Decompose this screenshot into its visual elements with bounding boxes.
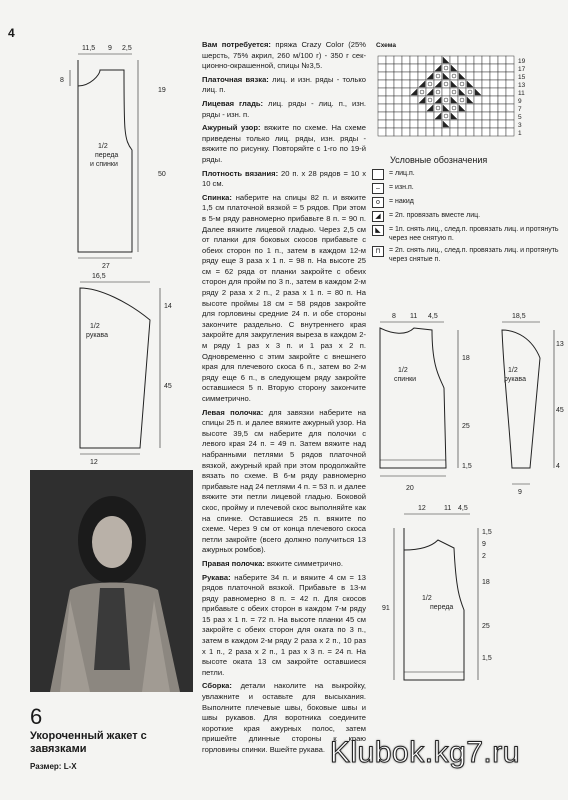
back-label-1: 1/2: [98, 143, 108, 150]
sleeve-right-diagram: [482, 308, 568, 498]
sright-label-2: рукава: [504, 376, 526, 383]
para-right-front: Правая полочка: вяжите симметрично.: [202, 558, 343, 568]
chart-cell: [490, 104, 498, 112]
chart-cell: [466, 88, 474, 96]
chart-cell: [458, 120, 466, 128]
front-dim-7: 18: [482, 579, 490, 586]
chart-cell: [426, 96, 434, 104]
sleeve-dim-4: 12: [90, 459, 98, 466]
front-dim-3: 4,5: [458, 505, 468, 512]
chart-cell: [490, 80, 498, 88]
chart-cell: [498, 88, 506, 96]
chart-cell: [450, 88, 458, 96]
chart-cell: [394, 72, 402, 80]
chart-cell: [402, 112, 410, 120]
front-dim-4: 1,5: [482, 529, 492, 536]
chart-cell: [386, 80, 394, 88]
chart-cell: [386, 96, 394, 104]
sright-dim-1: 18,5: [512, 313, 526, 320]
row-number: 15: [518, 74, 526, 81]
chart-cell: [394, 112, 402, 120]
front-dim-5: 9: [482, 541, 486, 548]
sleeve-label-2: рукава: [86, 332, 108, 339]
back-dim-7: 27: [102, 263, 110, 270]
front-dim-8: 25: [482, 623, 490, 630]
chart-cell: [506, 64, 514, 72]
chart-cell: [426, 80, 434, 88]
chart-cell: [466, 56, 474, 64]
chart-cell: [506, 120, 514, 128]
chart-cell: [378, 120, 386, 128]
chart-cell: [450, 104, 458, 112]
chart-cell: [474, 104, 482, 112]
model-photo: [30, 470, 193, 692]
chart-cell: [442, 96, 450, 104]
legend-item-k2tog: ◢ = 2п. провязать вместе лиц.: [372, 211, 562, 222]
legend-item-knit: = лиц.п.: [372, 169, 562, 180]
chart-cell: [458, 64, 466, 72]
row-number: 5: [518, 114, 522, 121]
bright-dim-4: 18: [462, 355, 470, 362]
chart-cell: [378, 56, 386, 64]
back-label-3: и спинки: [90, 161, 118, 168]
chart-cell: [402, 96, 410, 104]
back-dim-3: 2,5: [122, 45, 132, 52]
para-back: Спинка: наберите на спицы 82 п. и вяжите 1,5 см платочной вязкой = 5 рядов. При этом в 5-м ряду равномерно прибавьте 8 п. = 90 п. Далее вяжите лицевой гладью. Через 2,5 см от планки для боковых скосов прибавьте с обеих сторон по 1 п., затем в каждом 12-м ряду еще 3 раза х 1 п. = 98 п. На высоте 25 см = 62 ряда от планки закройте с обеих сторон для пройм по 3 п., затем в каждом 2-м ряду 2 раза х 2 п., 2 раза х 1 п. = 80 п. На высоте проймы 18 см = 58 рядов закройте для горловины средние 24 п. и обе стороны закончите раздельно. С внутреннего края закройте для закругления выреза в каждом 2-м ряду 1 раз х 3 п. и 1 раз х 2 п. Одновременно с этим закройте с внешнего края для плечевого скоса 6 п., затем во 2-м ряду еще 6 п., в следующем ряду закройте оставшиеся 5 п. Вторую сторону закончите симметрично.: [202, 192, 366, 403]
para-lace: Ажурный узор: вяжите по схеме. На схеме приведены только лиц. ряды, изн. ряды - вяжите по рисунку. Повторяйте с 1-го по 19-й ряды.: [202, 123, 366, 164]
chart-cell: [394, 64, 402, 72]
chart-cell: [482, 128, 490, 136]
chart-cell: [490, 96, 498, 104]
legend-item-yarnover: o = накид: [372, 197, 562, 208]
chart-cell: [410, 104, 418, 112]
chart-cell: [410, 72, 418, 80]
chart-cell: [426, 112, 434, 120]
chart-cell: [458, 128, 466, 136]
chart-cell: [506, 112, 514, 120]
chart-cell: [458, 56, 466, 64]
chart-cell: [378, 88, 386, 96]
chart-cell: [506, 104, 514, 112]
chart-cell: [418, 128, 426, 136]
chart-cell: [482, 112, 490, 120]
chart-cell: [418, 120, 426, 128]
chart-cell: [474, 96, 482, 104]
bright-dim-7: 20: [406, 485, 414, 492]
chart-cell: [450, 120, 458, 128]
sright-label-1: 1/2: [508, 367, 518, 374]
sleeve-pattern-diagram: [0, 268, 200, 468]
chart-cell: [458, 112, 466, 120]
sleeve-label-1: 1/2: [90, 323, 100, 330]
chart-cell: [498, 72, 506, 80]
chart-cell: [490, 128, 498, 136]
chart-cell: [506, 72, 514, 80]
chart-cell: [426, 64, 434, 72]
chart-cell: [458, 96, 466, 104]
chart-cell: [410, 96, 418, 104]
back-dim-4: 8: [60, 77, 64, 84]
chart-cell: [474, 80, 482, 88]
chart-cell: [402, 56, 410, 64]
chart-cell: [442, 112, 450, 120]
chart-cell: [378, 72, 386, 80]
front-label-2: переда: [430, 604, 454, 611]
chart-cell: [450, 56, 458, 64]
chart-cell: [394, 88, 402, 96]
chart-cell: [474, 64, 482, 72]
chart-cell: [450, 72, 458, 80]
chart-cell: [394, 96, 402, 104]
chart-cell: [490, 88, 498, 96]
chart-cell: [434, 120, 442, 128]
chart-cell: [482, 104, 490, 112]
chart-cell: [442, 64, 450, 72]
chart-cell: [506, 128, 514, 136]
chart-cell: [394, 104, 402, 112]
chart-cell: [490, 56, 498, 64]
chart-cell: [378, 128, 386, 136]
legend-item-ssk: ◣ = 1п. снять лиц., след.п. провязать лиц. и протянуть через нее снятую п.: [372, 225, 562, 243]
item-number: 6: [30, 704, 43, 729]
chart-cell: [506, 96, 514, 104]
chart-cell: [394, 56, 402, 64]
chart-cell: [466, 104, 474, 112]
chart-cell: [386, 56, 394, 64]
chart-cell: [498, 64, 506, 72]
row-number: 7: [518, 106, 522, 113]
chart-cell: [410, 80, 418, 88]
chart-cell: [418, 104, 426, 112]
chart-cell: [506, 80, 514, 88]
chart-cell: [466, 120, 474, 128]
chart-cell: [506, 56, 514, 64]
chart-cell: [402, 104, 410, 112]
chart-cell: [386, 128, 394, 136]
chart-cell: [482, 56, 490, 64]
sright-dim-3: 45: [556, 407, 564, 414]
chart-cell: [394, 80, 402, 88]
back-dim-1: 11,5: [82, 45, 96, 52]
chart-cell: [474, 112, 482, 120]
chart-cell: [474, 120, 482, 128]
chart-cell: [482, 88, 490, 96]
chart-cell: [378, 64, 386, 72]
chart-cell: [386, 104, 394, 112]
para-left-front: Левая полочка: для завязки наберите на спицы 25 п. и далее вяжите ажурный узор. На высоте 39,5 см наберите для полочки с левого края 24 п. = 49 п. Затем вяжите над набранными петлями 5 рядов платочной вязкой, ажурный край при этом продолжайте вязать по схеме. В 6-м ряду равномерно прибавьте над 24 петлями 4 п. = 53 п. и далее вяжите эти петли лицевой гладью. Боковой скос, пройму и плечевой скос выполняйте как на спинке. Оставшиеся 25 п. вяжите по схеме. Через 9 см от конца плечевого скоса петли закройте (всего должно получиться 13 ажурных ромбов).: [202, 407, 366, 555]
bright-label-1: 1/2: [398, 367, 408, 374]
sright-dim-5: 9: [518, 489, 522, 496]
chart-cell: [498, 104, 506, 112]
bright-dim-5: 25: [462, 423, 470, 430]
chart-cell: [466, 72, 474, 80]
chart-cell: [378, 112, 386, 120]
chart-cell: [402, 64, 410, 72]
chart-cell: [498, 112, 506, 120]
chart-cell: [498, 120, 506, 128]
chart-cell: [402, 80, 410, 88]
chart-cell: [418, 56, 426, 64]
back-right-diagram: [362, 308, 482, 498]
row-number: 11: [518, 90, 525, 97]
front-diagram: [382, 500, 502, 700]
chart-cell: [442, 80, 450, 88]
chart-cell: [458, 80, 466, 88]
chart-cell: [402, 88, 410, 96]
bright-dim-2: 11: [410, 313, 418, 320]
chart-cell: [410, 112, 418, 120]
item-title: Укороченный жакет с завязками: [30, 730, 147, 755]
legend-item-sk2p: ⊓ = 2п. снять лиц., след.п. провязать лиц. и протянуть через снятые п.: [372, 246, 562, 264]
legend: [372, 156, 562, 267]
chart-cell: [482, 72, 490, 80]
chart-cell: [418, 64, 426, 72]
chart-cell: [450, 128, 458, 136]
chart-cell: [482, 80, 490, 88]
chart-cell: [386, 112, 394, 120]
row-number: 1: [518, 130, 522, 137]
legend-item-purl: – = изн.п.: [372, 183, 562, 194]
chart-cell: [418, 72, 426, 80]
scheme-title: Схема: [376, 42, 397, 49]
chart-cell: [402, 120, 410, 128]
front-dim-1: 12: [418, 505, 426, 512]
front-dim-10: 1,5: [482, 655, 492, 662]
front-dim-9: 91: [382, 605, 390, 612]
chart-cell: [426, 120, 434, 128]
back-dim-6: 50: [158, 171, 166, 178]
chart-cell: [410, 128, 418, 136]
chart-cell: [378, 80, 386, 88]
back-dim-2: 9: [108, 45, 112, 52]
chart-cell: [386, 64, 394, 72]
back-label-2: переда: [95, 152, 119, 159]
chart-cell: [434, 104, 442, 112]
row-number: 9: [518, 98, 522, 105]
sleeve-dim-3: 45: [164, 383, 172, 390]
chart-cell: [506, 88, 514, 96]
bright-dim-1: 8: [392, 313, 396, 320]
bright-dim-6: 1,5: [462, 463, 472, 470]
chart-cell: [474, 72, 482, 80]
back-pattern-diagram: [0, 40, 200, 270]
para-materials: Вам потребуется: пряжа Crazy Color (25% шерсть, 75% акрил, 260 м/100 г) - 350 г секционно-окрашенной, спицы №3,5.: [202, 40, 367, 71]
chart-cell: [394, 128, 402, 136]
chart-cell: [418, 112, 426, 120]
chart-cell: [402, 128, 410, 136]
chart-cell: [410, 56, 418, 64]
chart-cell: [378, 96, 386, 104]
chart-cell: [426, 128, 434, 136]
chart-cell: [418, 88, 426, 96]
chart-cell: [378, 104, 386, 112]
sright-dim-2: 13: [556, 341, 564, 348]
row-number: 17: [518, 66, 526, 73]
bright-label-2: спинки: [394, 376, 417, 383]
watermark: Klubok.kg7.ru: [330, 736, 520, 769]
chart-cell: [386, 120, 394, 128]
item-size: Размер: L-X: [30, 762, 77, 771]
chart-cell: [466, 112, 474, 120]
para-gauge: Плотность вязания: 20 п. х 28 рядов = 10 х 10 см.: [202, 168, 366, 189]
chart-cell: [442, 128, 450, 136]
back-dim-5: 19: [158, 87, 166, 94]
chart-cell: [490, 120, 498, 128]
front-label-1: 1/2: [422, 595, 432, 602]
chart-cell: [386, 88, 394, 96]
chart-cell: [482, 64, 490, 72]
para-stockinette: Лицевая гладь: лиц. ряды - лиц. п., изн. ряды - изн. п.: [202, 98, 366, 119]
sleeve-dim-2: 14: [164, 303, 172, 310]
row-number: 13: [518, 82, 526, 89]
chart-cell: [466, 64, 474, 72]
legend-title: Условные обозначения: [390, 155, 488, 165]
chart-cell: [434, 128, 442, 136]
chart-cell: [386, 72, 394, 80]
chart-cell: [474, 128, 482, 136]
front-dim-6: 2: [482, 553, 486, 560]
chart-cell: [498, 128, 506, 136]
chart-cell: [466, 128, 474, 136]
front-dim-2: 11: [444, 505, 452, 512]
chart-cell: [442, 88, 450, 96]
chart-cell: [410, 120, 418, 128]
chart-cell: [434, 88, 442, 96]
bright-dim-3: 4,5: [428, 313, 438, 320]
sright-dim-4: 4: [556, 463, 560, 470]
para-sleeves: Рукава: наберите 34 п. и вяжите 4 см = 13 рядов платочной вязкой. Прибавьте в 13-м ряду равномерно 8 п. = 42 п. Для скосов прибавьте с обеих сторон в каждом 7-м ряду 15 раз х 1 п. = 72 п. На высоте планки 45 см закройте с обеих сторон для оката по 3 п., затем в каждом 2-м ряду 2 раза х 2 п., 10 раз х 1 п., 2 раза х 2 п., 1 раз х 3 п. = 24 п. На высоте оката 13 см закройте оставшиеся петли.: [202, 572, 366, 677]
chart-cell: [482, 96, 490, 104]
row-number: 19: [518, 58, 526, 65]
chart-cell: [482, 120, 490, 128]
chart-cell: [402, 72, 410, 80]
sleeve-dim-1: 16,5: [92, 273, 106, 280]
instructions-column: [202, 40, 366, 759]
chart-cell: [490, 72, 498, 80]
chart-cell: [434, 72, 442, 80]
chart-cell: [434, 56, 442, 64]
lace-chart: [374, 54, 544, 144]
para-garter: Платочная вязка: лиц. и изн. ряды - только лиц. п.: [202, 74, 366, 95]
chart-cell: [474, 56, 482, 64]
chart-cell: [498, 80, 506, 88]
chart-cell: [426, 56, 434, 64]
chart-cell: [394, 120, 402, 128]
chart-cell: [490, 64, 498, 72]
chart-cell: [490, 112, 498, 120]
chart-cell: [498, 56, 506, 64]
chart-cell: [410, 64, 418, 72]
chart-cell: [498, 96, 506, 104]
page-number: 4: [8, 26, 15, 40]
row-number: 3: [518, 122, 522, 129]
para-assembly: Сборка: детали наколите на выкройку, увлажните и оставьте для высыхания. Выполните плечевые швы, боковые швы и швы рукавов. Для воротника соедините короткие края ажурных полос, затем пришейте длинные стороны к краю горловины спинки. Вшейте рукава.: [202, 681, 366, 754]
